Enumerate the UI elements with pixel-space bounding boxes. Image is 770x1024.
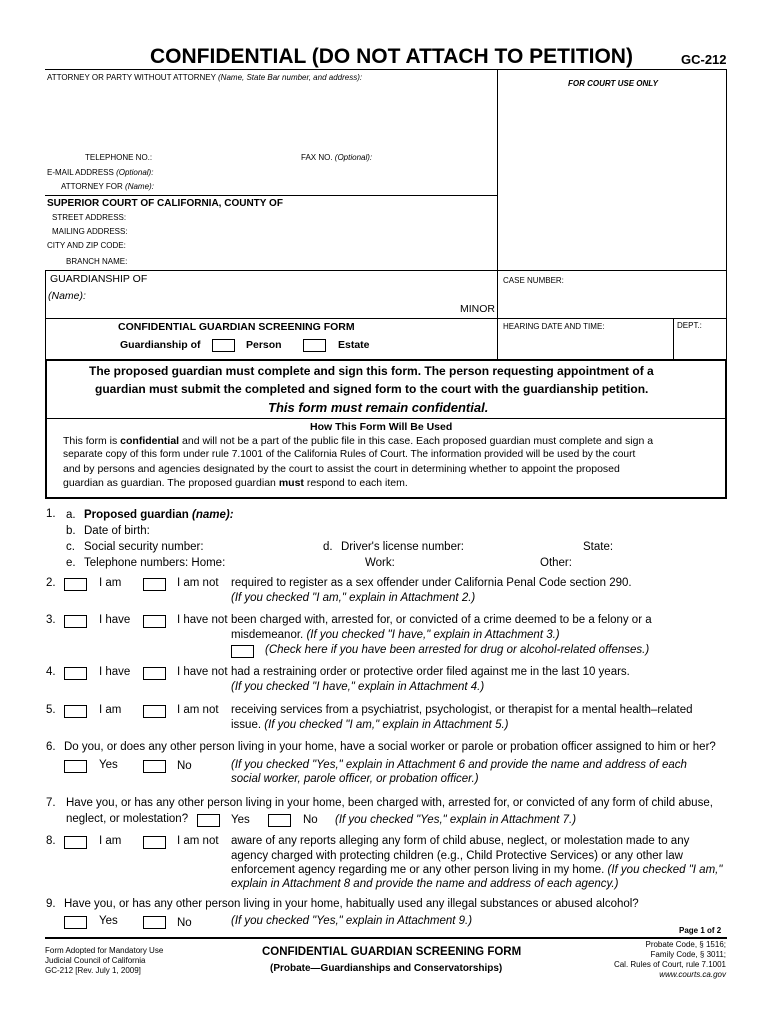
q7-yes-label: Yes	[231, 814, 250, 826]
item-8-number: 8.	[46, 835, 56, 847]
state-label: State:	[583, 541, 614, 553]
q4-question: had a restraining order or protective order filed against me in the last 10 years.	[231, 666, 630, 678]
how-used-line-4: guardian as guardian. The proposed guardian must respond to each item.	[63, 477, 408, 489]
q9-note: (If you checked "Yes," explain in Attachment 9.)	[231, 915, 473, 927]
screening-form-title: CONFIDENTIAL GUARDIAN SCREENING FORM	[118, 321, 355, 333]
q8-note: explain in Attachment 8 and provide the name and address of each agency.)	[231, 878, 619, 890]
q7-question-line-2: neglect, or molestation?	[66, 813, 189, 825]
how-used-line-3: and by persons and agencies designated by the court to assist the court in determining whether to appoint the proposed	[63, 463, 620, 475]
q2-question: required to register as a sex offender under California Penal Code section 290.	[231, 577, 632, 589]
q4-i-have-not-label: I have not	[177, 666, 228, 678]
q2-i-am-checkbox[interactable]	[64, 578, 87, 591]
fax-label: FAX NO. (Optional):	[301, 153, 373, 162]
q9-question: Have you, or has any other person living in your home, habitually used any illegal substances or abused alcohol?	[64, 898, 639, 910]
q9-yes-checkbox[interactable]	[64, 916, 87, 929]
dept-divider	[673, 318, 674, 359]
q5-question-line-1: receiving services from a psychiatrist, psychologist, or therapist for a mental health–related	[231, 704, 693, 716]
title-top-border	[45, 318, 727, 319]
q8-i-am-label: I am	[99, 835, 122, 847]
footer-form-subtitle: (Probate—Guardianships and Conservatorships)	[270, 963, 503, 974]
q3-question-line-2: misdemeanor. (If you checked "I have," explain in Attachment 3.)	[231, 629, 560, 641]
item-1-number: 1.	[46, 508, 56, 520]
branch-name-label: BRANCH NAME:	[66, 257, 128, 266]
q9-no-checkbox[interactable]	[143, 916, 166, 929]
q5-i-am-not-checkbox[interactable]	[143, 705, 166, 718]
q3-i-have-checkbox[interactable]	[64, 615, 87, 628]
how-used-title: How This Form Will Be Used	[310, 421, 453, 433]
q5-i-am-checkbox[interactable]	[64, 705, 87, 718]
q7-question-line-1: Have you, or has any other person living in your home, been charged with, arrested for, or convicted of any form of child abuse,	[66, 797, 713, 809]
item-9-number: 9.	[46, 898, 56, 910]
form-number: GC-212	[681, 52, 727, 67]
notice-line-1: The proposed guardian must complete and sign this form. The person requesting appointment of a	[89, 364, 654, 378]
city-zip-label: CITY AND ZIP CODE:	[47, 241, 126, 250]
person-checkbox[interactable]	[212, 339, 235, 352]
work-phone-label: Work:	[365, 557, 395, 569]
item-3-number: 3.	[46, 614, 56, 626]
q2-i-am-label: I am	[99, 577, 122, 589]
q7-yes-checkbox[interactable]	[197, 814, 220, 827]
footer-form-title: CONFIDENTIAL GUARDIAN SCREENING FORM	[262, 946, 522, 958]
proposed-guardian-label: Proposed guardian (name):	[84, 509, 234, 521]
q6-no-checkbox[interactable]	[143, 760, 166, 773]
q8-i-am-not-label: I am not	[177, 835, 219, 847]
how-used-line-1: This form is confidential and will not be a part of the public file in this case. Each proposed guardian must complete and sign a	[63, 435, 654, 447]
court-name-label: SUPERIOR COURT OF CALIFORNIA, COUNTY OF	[47, 198, 283, 209]
court-use-label: FOR COURT USE ONLY	[568, 79, 658, 88]
q5-i-am-label: I am	[99, 704, 122, 716]
q2-note: (If you checked "I am," explain in Attachment 2.)	[231, 592, 476, 604]
q3-i-have-not-label: I have not	[177, 614, 228, 626]
item-5-number: 5.	[46, 704, 56, 716]
item-1d-letter: d.	[323, 541, 333, 553]
footer-revision: GC-212 [Rev. July 1, 2009]	[45, 966, 141, 975]
q3-drug-alcohol-label: (Check here if you have been arrested for drug or alcohol-related offenses.)	[265, 644, 650, 656]
q8-i-am-not-checkbox[interactable]	[143, 836, 166, 849]
case-number-label: CASE NUMBER:	[503, 276, 564, 285]
q4-note: (If you checked "I have," explain in Attachment 4.)	[231, 681, 485, 693]
caption-top-border	[45, 69, 727, 70]
telephone-label: TELEPHONE NO.:	[85, 153, 153, 162]
q6-yes-label: Yes	[99, 759, 118, 771]
footer-probate-code: Probate Code, § 1516;	[645, 940, 726, 949]
q4-i-have-not-checkbox[interactable]	[143, 667, 166, 680]
caption-divider	[497, 69, 498, 359]
guardianship-type-label: Guardianship of	[120, 339, 201, 351]
attorney-for-label: ATTORNEY FOR (Name):	[61, 182, 154, 191]
mailing-address-label: MAILING ADDRESS:	[52, 227, 128, 236]
item-2-number: 2.	[46, 577, 56, 589]
footer-judicial-council: Judicial Council of California	[45, 956, 146, 965]
q3-drug-alcohol-checkbox[interactable]	[231, 645, 254, 658]
date-of-birth-label: Date of birth:	[84, 525, 150, 537]
q5-i-am-not-label: I am not	[177, 704, 219, 716]
q3-i-have-not-checkbox[interactable]	[143, 615, 166, 628]
home-phone-label: Telephone numbers: Home:	[84, 557, 226, 569]
case-top-border	[45, 270, 727, 271]
case-left-border	[45, 270, 46, 359]
q9-yes-label: Yes	[99, 915, 118, 927]
notice-line-2: guardian must submit the completed and signed form to the court with the guardianship petition.	[95, 382, 649, 396]
notice-confidential: This form must remain confidential.	[268, 400, 489, 415]
q6-yes-checkbox[interactable]	[64, 760, 87, 773]
hearing-date-label: HEARING DATE AND TIME:	[503, 322, 605, 331]
court-top-border	[45, 195, 497, 196]
q8-i-am-checkbox[interactable]	[64, 836, 87, 849]
q6-note-line-1: (If you checked "Yes," explain in Attachment 6 and provide the name and address of each	[231, 759, 687, 771]
q8-question-line-1: aware of any reports alleging any form of child abuse, neglect, or molestation made to any	[231, 835, 690, 847]
q4-i-have-label: I have	[99, 666, 131, 678]
email-label: E-MAIL ADDRESS (Optional):	[47, 168, 154, 177]
q7-note: (If you checked "Yes," explain in Attachment 7.)	[335, 814, 577, 826]
how-used-line-2: separate copy of this form under rule 7.1001 of the California Rules of Court. The information provided will be used by the court	[63, 449, 636, 460]
q9-no-label: No	[177, 917, 192, 929]
item-1c-letter: c.	[66, 541, 75, 553]
estate-label: Estate	[338, 339, 370, 351]
notice-divider	[46, 418, 726, 419]
q5-question-line-2: issue. (If you checked "I am," explain in Attachment 5.)	[231, 719, 509, 731]
item-4-number: 4.	[46, 666, 56, 678]
person-label: Person	[246, 339, 282, 351]
drivers-license-label: Driver's license number:	[341, 541, 464, 553]
street-address-label: STREET ADDRESS:	[52, 213, 127, 222]
item-1a-letter: a.	[66, 509, 76, 521]
q6-question: Do you, or does any other person living in your home, have a social worker or parole or probation officer assigned to him or her?	[64, 741, 716, 753]
page-title: CONFIDENTIAL (DO NOT ATTACH TO PETITION)	[150, 45, 633, 68]
minor-label: MINOR	[460, 303, 495, 315]
footer-rules-of-court: Cal. Rules of Court, rule 7.1001	[613, 960, 726, 969]
guardianship-of-label: GUARDIANSHIP OF	[50, 273, 148, 285]
item-1b-letter: b.	[66, 525, 76, 537]
footer-website-link[interactable]: www.courts.ca.gov	[659, 970, 726, 979]
estate-checkbox[interactable]	[303, 339, 326, 352]
dept-label: DEPT.:	[677, 321, 702, 330]
q4-i-have-checkbox[interactable]	[64, 667, 87, 680]
q3-question-line-1: been charged with, arrested for, or convicted of a crime deemed to be a felony or a	[231, 614, 652, 626]
footer-rule	[45, 937, 727, 939]
other-phone-label: Other:	[540, 557, 572, 569]
minor-name-label: (Name):	[48, 290, 86, 302]
item-6-number: 6.	[46, 741, 56, 753]
ssn-label: Social security number:	[84, 541, 204, 553]
footer-family-code: Family Code, § 3011;	[650, 950, 726, 959]
item-7-number: 7.	[46, 797, 56, 809]
q8-question-line-2: agency charged with protecting children (e.g., Child Protective Services) or any other law	[231, 850, 683, 862]
q6-note-line-2: social worker, parole officer, or probation officer.)	[231, 773, 479, 785]
attorney-label: ATTORNEY OR PARTY WITHOUT ATTORNEY (Name, State Bar number, and address):	[47, 73, 363, 82]
q7-no-checkbox[interactable]	[268, 814, 291, 827]
caption-right-border	[726, 69, 727, 359]
q8-question-line-3: enforcement agency regarding me or any other person living in my home. (If you checked "I am,"	[231, 864, 723, 876]
footer-adopted: Form Adopted for Mandatory Use	[45, 946, 164, 955]
q2-i-am-not-checkbox[interactable]	[143, 578, 166, 591]
q7-no-label: No	[303, 814, 318, 826]
q6-no-label: No	[177, 760, 192, 772]
q3-i-have-label: I have	[99, 614, 131, 626]
item-1e-letter: e.	[66, 557, 76, 569]
page-number: Page 1 of 2	[679, 926, 722, 935]
q2-i-am-not-label: I am not	[177, 577, 219, 589]
